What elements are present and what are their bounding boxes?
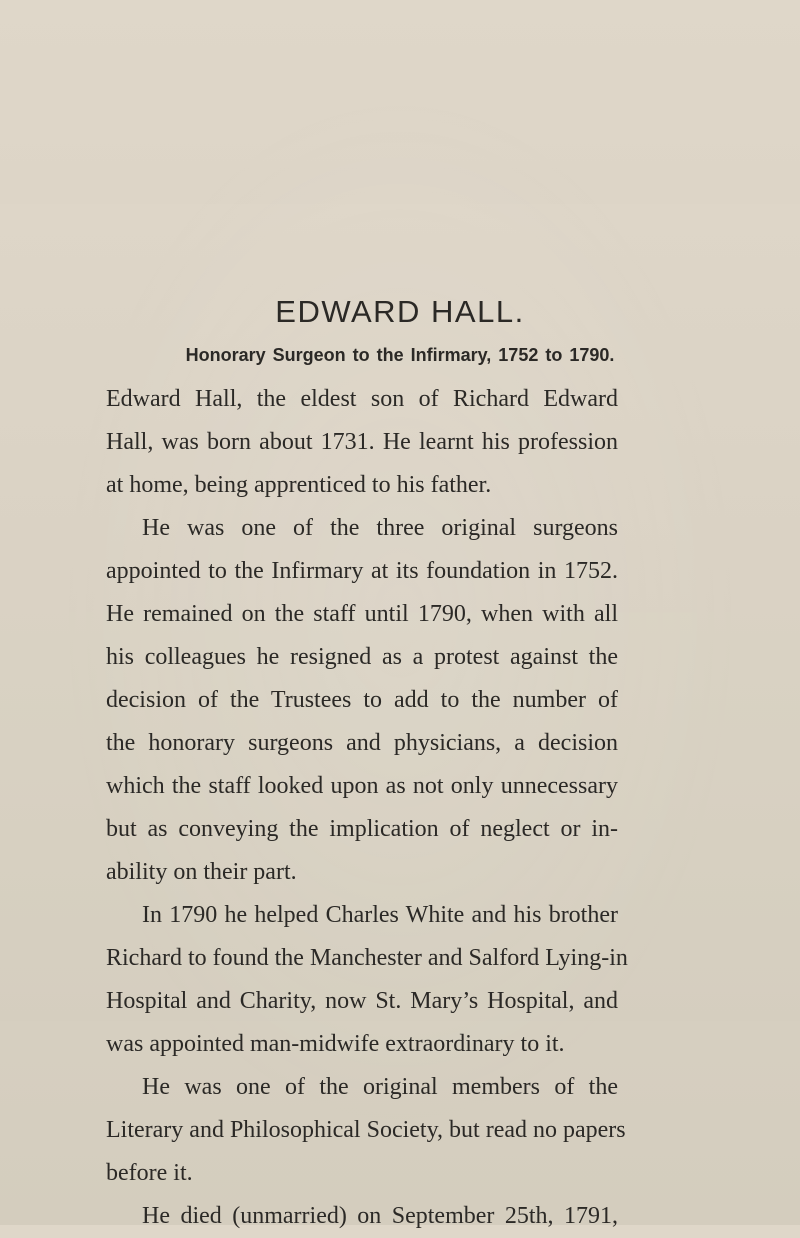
text-line: his colleagues he resigned as a protest against the xyxy=(106,644,618,670)
text-line: In 1790 he helped Charles White and his brother xyxy=(142,902,618,928)
body-text xyxy=(106,378,628,1238)
text-line: at home, being apprenticed to his father. xyxy=(106,472,492,498)
page-title: EDWARD HALL. xyxy=(275,294,525,329)
text-line: decision of the Trustees to add to the number of xyxy=(106,687,618,713)
text-line: He died (unmarried) on September 25th, 1791, xyxy=(142,1203,618,1229)
text-line: Hall, was born about 1731. He learnt his profession xyxy=(106,429,618,455)
text-line: Literary and Philosophical Society, but read no papers xyxy=(106,1117,626,1143)
text-line: before it. xyxy=(106,1160,193,1186)
text-line: was appointed man-midwife extraordinary to it. xyxy=(106,1031,565,1057)
text-line: He was one of the original members of the xyxy=(142,1074,618,1100)
text-line: ability on their part. xyxy=(106,859,297,885)
text-line: but as conveying the implication of neglect or in- xyxy=(106,816,618,842)
text-line: Edward Hall, the eldest son of Richard Edward xyxy=(106,386,618,412)
text-line: He remained on the staff until 1790, when with all xyxy=(106,601,618,627)
text-line: He was one of the three original surgeons xyxy=(142,515,618,541)
text-line: Richard to found the Manchester and Salford Lying-in xyxy=(106,945,628,971)
text-line: which the staff looked upon as not only unnecessary xyxy=(106,773,618,799)
text-line: the honorary surgeons and physicians, a decision xyxy=(106,730,618,756)
text-line: Hospital and Charity, now St. Mary’s Hospital, and xyxy=(106,988,618,1014)
text-line: appointed to the Infirmary at its foundation in 1752. xyxy=(106,558,618,584)
page-subtitle: Honorary Surgeon to the Infirmary, 1752 to 1790. xyxy=(185,345,615,365)
